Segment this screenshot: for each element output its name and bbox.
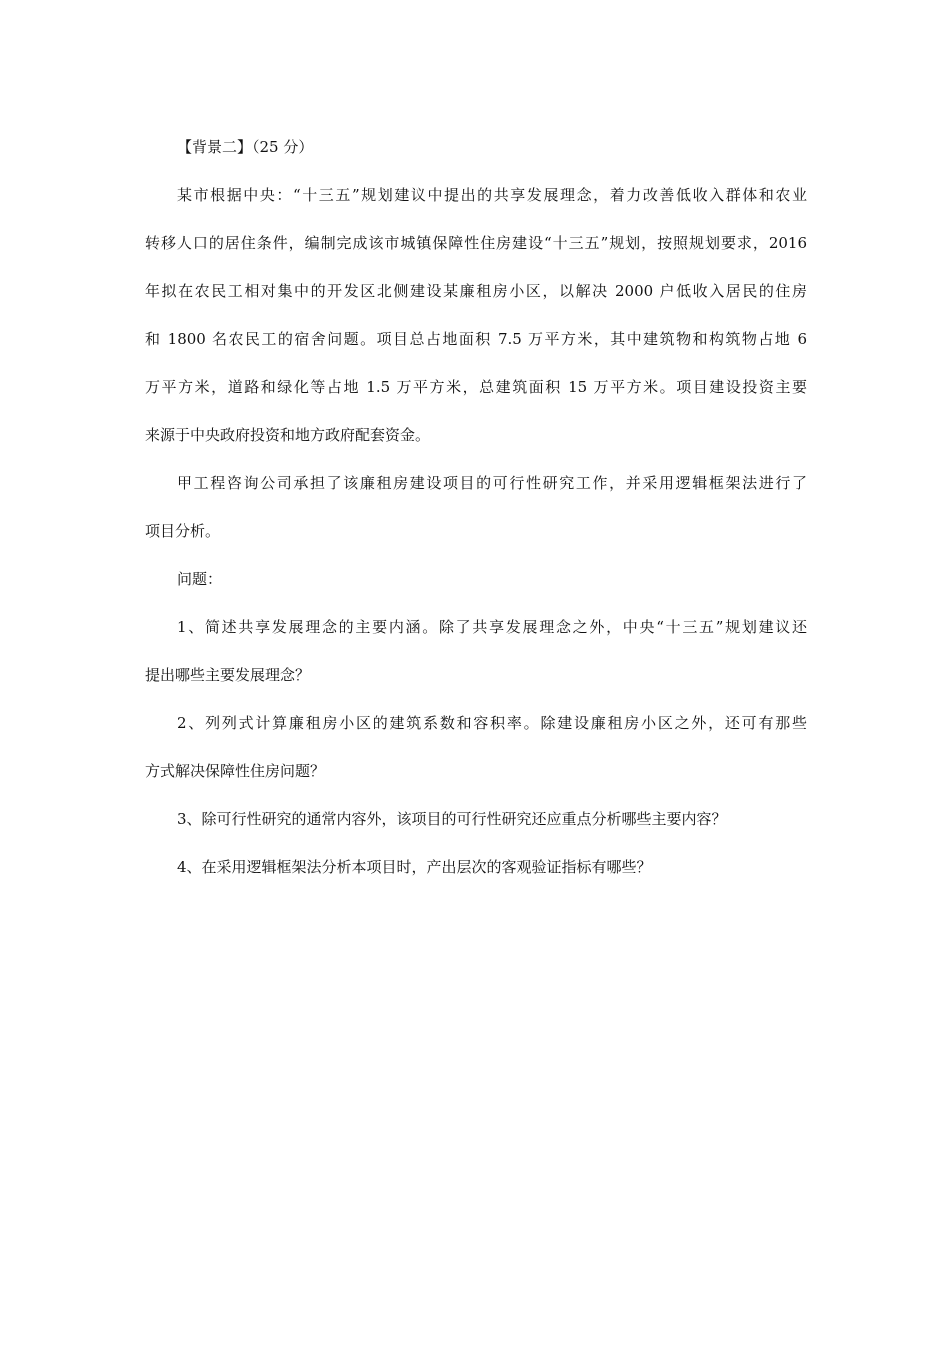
questions-label: 问题： [177, 570, 223, 588]
question-3: 3、除可行性研究的通常内容外，该项目的可行性研究还应重点分析哪些主要内容？ [177, 810, 727, 828]
question-1-continued: 提出哪些主要发展理念？ [145, 666, 311, 684]
paragraph-line: 和 1800 名农民工的宿舍问题。项目总占地面积 7.5 万平方米，其中建筑物和构筑物占地 6 [145, 330, 807, 348]
paragraph-line: 项目分析。 [145, 522, 221, 540]
paragraph-line: 年拟在农民工相对集中的开发区北侧建设某廉租房小区，以解决 2000 户低收入居民的住房 [145, 282, 807, 300]
paragraph-line: 甲工程咨询公司承担了该廉租房建设项目的可行性研究工作，并采用逻辑框架法进行了 [177, 474, 807, 492]
question-4: 4、在采用逻辑框架法分析本项目时，产出层次的客观验证指标有哪些？ [177, 858, 652, 876]
section-heading: 【背景二】（25 分） [177, 138, 314, 156]
paragraph-line: 某市根据中央：“十三五”规划建议中提出的共享发展理念，着力改善低收入群体和农业 [177, 186, 807, 204]
question-2-continued: 方式解决保障性住房问题？ [145, 762, 326, 780]
question-2: 2、列列式计算廉租房小区的建筑系数和容积率。除建设廉租房小区之外，还可有那些 [177, 714, 807, 732]
question-1: 1、简述共享发展理念的主要内涵。除了共享发展理念之外，中央“十三五”规划建议还 [177, 618, 807, 636]
paragraph-line: 万平方米，道路和绿化等占地 1.5 万平方米，总建筑面积 15 万平方米。项目建设投资主要 [145, 378, 807, 396]
paragraph-line: 来源于中央政府投资和地方政府配套资金。 [145, 426, 431, 444]
paragraph-line: 转移人口的居住条件，编制完成该市城镇保障性住房建设“十三五”规划，按照规划要求，2016 [145, 234, 807, 252]
